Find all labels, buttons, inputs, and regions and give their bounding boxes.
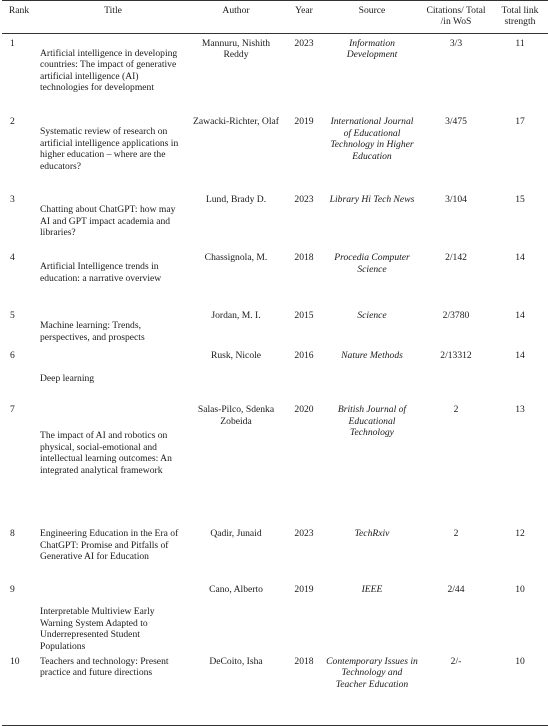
table-header-row [2,1,548,34]
cell-link-strength: 10 [492,652,548,726]
cell-source: Library Hi Tech News [329,194,415,206]
cell-source: Science [357,310,387,322]
cell-title [36,346,188,400]
table-row [2,112,548,190]
cell-rank: 3 [10,194,15,206]
cell-citations: 3/3 [449,37,463,49]
cell-year: 2023 [294,528,314,540]
cell-author: Salas-Pilco, Sdenka Zobeida [197,404,275,427]
cell-rank: 1 [10,37,15,49]
table-body [2,33,548,726]
cell-title [36,112,188,190]
cell-title [36,400,188,524]
cell-title [36,33,188,112]
cell-link-strength: 14 [515,252,525,264]
cell-source: Procedia Computer Science [334,252,410,275]
cell-rank: 10 [2,652,36,726]
cell-link-strength: 14 [515,350,525,362]
cell-author: DeCoito, Isha [188,652,284,726]
cell-link-strength: 12 [515,528,525,540]
cell-title [36,190,188,248]
cell-author: Qadir, Junaid [210,528,262,540]
cell-citations: 3/475 [445,116,467,128]
cell-link-strength: 14 [515,310,525,322]
cell-citations: 2 [453,404,459,416]
table-row [2,306,548,346]
title-text: Systematic review of research on artificial intelligence applications in higher education – where are the educators? [40,126,179,172]
cell-citations: 2 [453,528,459,540]
table-row [2,400,548,524]
title-text: Chatting about ChatGPT: how may AI and GPT impact academia and libraries? [40,204,176,239]
table-row [2,33,548,112]
title-text: Machine learning: Trends, perspectives, and prospects [40,320,145,343]
header-citations: Citations/ Total /in WoS [420,1,492,34]
cell-rank: 7 [10,404,15,416]
cell-citations: 2/- [420,652,492,726]
cell-author: Cano, Alberto [209,584,263,596]
cell-citations: 2/142 [445,252,467,264]
cell-source: TechRxiv [354,528,390,540]
table-row [2,190,548,248]
cell-citations: 2/13312 [440,350,472,362]
top-cited-publications-table [2,0,548,726]
cell-year: 2019 [294,584,314,596]
title-text: Teachers and technology: Present practice and future directions [40,655,169,679]
title-text: Artificial intelligence in developing countries: The impact of generative artificial intelligence (AI) technologies for development [40,47,178,94]
header-title: Title [36,1,188,34]
table-row [2,524,548,580]
cell-link-strength: 10 [515,584,525,596]
cell-title [36,248,188,306]
header-rank: Rank [2,1,36,34]
cell-title [36,306,188,346]
title-text: Engineering Education in the Era of ChatGPT: Promise and Pitfalls of Generative AI for Education [40,528,179,563]
cell-title [36,580,188,652]
cell-year: 2023 [294,37,314,49]
title-text: Artificial Intelligence trends in education: a narrative overview [40,261,162,284]
cell-source: International Journal of Educational Technology in Higher Education [330,116,414,162]
cell-author: Rusk, Nicole [210,350,262,362]
table-row [2,346,548,400]
cell-citations: 2/44 [447,584,465,596]
cell-source: Contemporary Issues in Technology and Teacher Education [324,652,420,726]
cell-link-strength: 17 [515,116,525,128]
cell-year: 2018 [294,252,314,264]
publications-table-container [2,0,539,726]
cell-source: Information Development [346,37,398,61]
cell-citations: 3/104 [445,194,467,206]
title-text: The impact of AI and robotics on physical, social-emotional and intellectual learning outcomes: An integrated analytical framework [40,430,172,476]
cell-author: Lund, Brady D. [205,194,267,206]
cell-link-strength: 11 [515,37,525,49]
header-link-strength: Total link strength [492,1,548,34]
cell-source: Nature Methods [341,350,403,362]
cell-year: 2023 [294,194,314,206]
cell-rank: 9 [10,584,15,596]
table-row [2,652,548,726]
cell-year: 2015 [294,310,314,322]
cell-year: 2018 [284,652,324,726]
cell-author: Zawacki-Richter, Olaf [193,116,279,128]
cell-citations: 2/3780 [442,310,470,322]
header-source: Source [324,1,420,34]
cell-source: British Journal of Educational Technology [337,404,407,439]
cell-year: 2016 [294,350,314,362]
cell-rank: 5 [10,310,15,322]
table-row [2,248,548,306]
cell-title [36,524,188,580]
header-author: Author [188,1,284,34]
cell-rank: 4 [10,252,15,264]
cell-year: 2020 [294,404,314,416]
title-text: Deep learning [40,373,95,385]
header-year: Year [284,1,324,34]
cell-rank: 8 [10,528,15,540]
cell-author: Mannuru, Nishith Reddy [201,37,271,61]
cell-link-strength: 13 [515,404,525,416]
cell-link-strength: 15 [515,194,525,206]
cell-author: Jordan, M. I. [211,310,261,322]
cell-year: 2019 [294,116,314,128]
cell-source: IEEE [361,584,383,596]
title-text: Interpretable Multiview Early Warning System Adapted to Underrepresented Student Populations [40,606,155,652]
cell-rank: 2 [10,116,15,128]
cell-author: Chassignola, M. [204,252,268,264]
table-row [2,580,548,652]
cell-title [36,652,188,726]
cell-rank: 6 [10,350,15,362]
